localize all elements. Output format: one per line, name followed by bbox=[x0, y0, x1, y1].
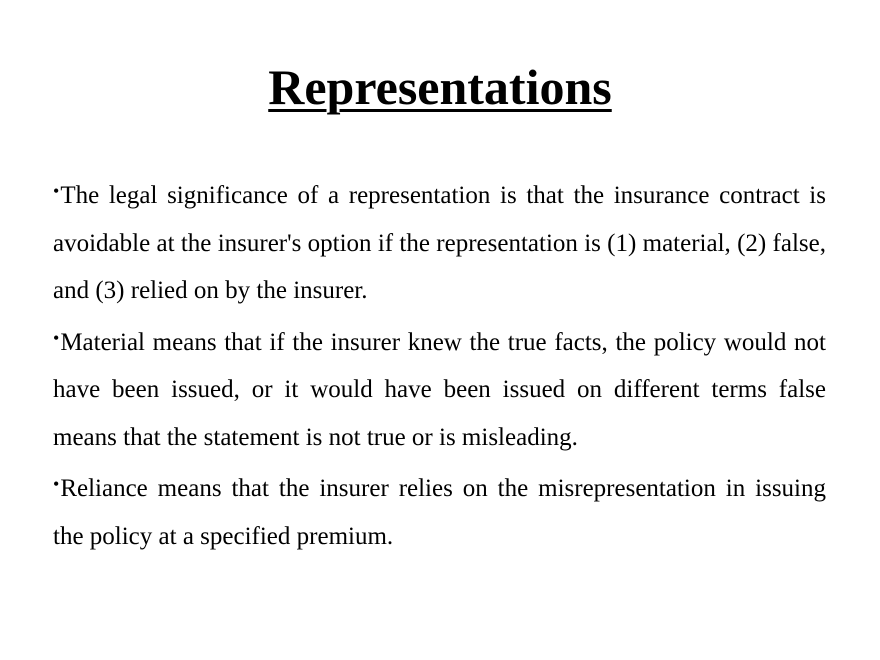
bullet-item bbox=[53, 168, 826, 315]
bullet-text: Material means that if the insurer knew the true facts, the policy would not have been issued, or it would have been issued on different terms false means that the statement is not true or is misleading. bbox=[53, 328, 826, 451]
bullet-marker: • bbox=[53, 474, 60, 494]
bullet-item bbox=[53, 461, 826, 560]
bullet-list bbox=[53, 168, 826, 560]
bullet-text: The legal significance of a representation is that the insurance contract is avoidable at the insurer's option if the representation is (1) material, (2) false, and (3) relied on by the insurer. bbox=[53, 182, 826, 304]
bullet-marker: • bbox=[53, 181, 60, 201]
slide-title: Representations bbox=[268, 59, 612, 115]
bullet-text: Reliance means that the insurer relies on the misrepresentation in issuing the policy at a specified premium. bbox=[53, 475, 826, 550]
bullet-marker: • bbox=[53, 327, 60, 348]
bullet-item bbox=[53, 315, 826, 462]
